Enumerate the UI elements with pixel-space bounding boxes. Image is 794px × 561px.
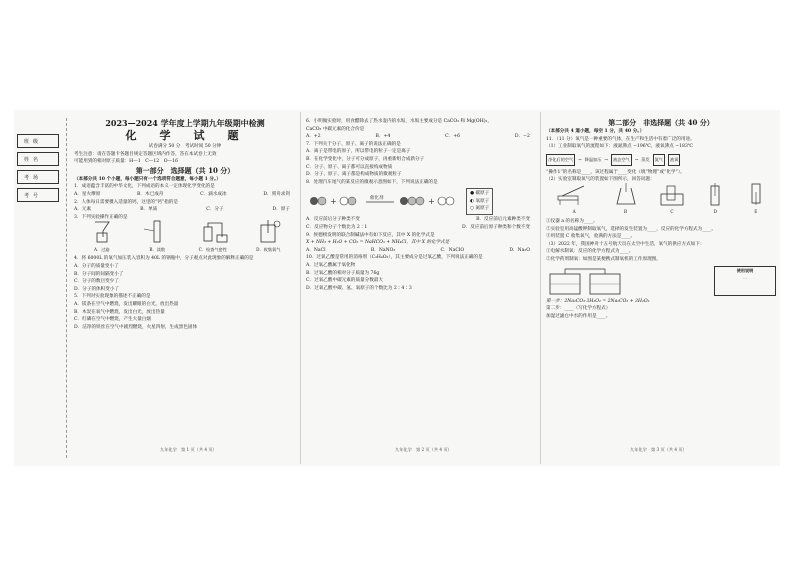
question: 3．下列实验操作正确的是 (74, 214, 128, 220)
option: C．分子 (206, 207, 224, 213)
option: B．NaNO₃ (370, 247, 396, 253)
option: A．NaCl (306, 247, 326, 253)
oxygen-maker-figure (546, 264, 776, 298)
name-box: 姓名 (17, 152, 59, 166)
part-heading: 第二部分 非选择题（共 40 分） (608, 118, 714, 127)
question: 4．将 6000L 的氧气加压装入容积为 40L 的钢瓶中，分子观点对此现象的解释正确的是 (74, 256, 254, 262)
option: D．洁净的铁丝在空气中剧烈燃烧，火星四射，生成黑色固体 (74, 324, 198, 330)
option: D．−2 (514, 134, 530, 140)
page-2 (306, 118, 536, 292)
flow-arrow: → (604, 156, 608, 162)
option: D．刻舟求剑 (263, 191, 290, 197)
page-footer: 九年化学 第 3 页（共 4 页） (630, 447, 687, 452)
equation: 第一步：2Na₂CO₃·3H₂O₂ = 2Na₂CO₃ + 3H₂O₂ (546, 298, 650, 304)
option: A．星火燎原 (74, 191, 101, 197)
option: A．元素 (74, 207, 92, 213)
molecule-equation (306, 188, 456, 214)
option: C．分子的数目变少了 (74, 279, 119, 285)
question: 8．处理汽车尾气的某反应的微观示意图如下，下列说法正确的是 (306, 179, 438, 185)
class-box: 班级 (17, 134, 59, 148)
question: （2）实验室制取氧气的装置如下图所示，回答问题： (546, 177, 655, 183)
option: D．分子、原子、离子都是构成物质的微观粒子 (306, 172, 402, 178)
apparatus: E (746, 182, 766, 216)
question: 7．下列关于分子、原子、离子的说法正确的是 (306, 141, 401, 147)
option: C．红磷在空气中燃烧，产生大量白烟 (74, 317, 152, 323)
part-heading: 第一部分 选择题（共 10 分） (135, 165, 235, 175)
collect-oxygen-figure: D．收集氧气 (253, 219, 283, 253)
part-note: （本部分共 4 道小题，每空 1 分，共 40 分。） (546, 129, 645, 134)
exam-number-box: 考号 (17, 188, 59, 202)
options (74, 206, 296, 214)
oxygen-maker-diagram (546, 266, 636, 296)
filter-figure: A．过滤 (87, 219, 117, 253)
question: ②实验室用高锰酸钾制取氧气，选择的发生装置为____，反应的化学方程式为____。 (546, 226, 716, 232)
flow-box: 净化后的空气 (546, 154, 575, 166)
flow-box: 氮气 (653, 154, 665, 166)
option: B．过氧乙酸的相对分子质量为 76g (306, 270, 380, 276)
flow-arrow: → (634, 156, 639, 162)
option: A．离子是带电的原子，所以带电的粒子一定是离子 (306, 149, 411, 155)
question: ③用装置 C 收集氧气，验满的方法是____。 (546, 234, 636, 240)
flow-arrow: → (578, 156, 582, 162)
option: C．+6 (445, 134, 461, 140)
equation: X + NH₃ + H₂O + CO₂ = NaHCO₃ + NH₄Cl，其中 X 的化学式是 (306, 240, 450, 246)
question: 5．下列对实验现象的描述不正确的是 (74, 294, 151, 300)
page-1 (74, 118, 296, 331)
apparatus: A (556, 182, 592, 216)
option: B．木炭在氧气中燃烧，发出白光，放出热量 (74, 309, 165, 315)
flow-step: 蒸发 (641, 156, 650, 162)
apparatus: B (613, 182, 639, 216)
binding-line (66, 118, 67, 458)
options (306, 133, 536, 141)
question: “操作1”的名称是____，该过程属于____变化（填“物理”或“化学”）。 (546, 169, 685, 175)
exam-room-box: 考场 (17, 170, 59, 184)
question: （1）工业制取氧气的流程如下：液氮沸点 −196℃，液氧沸点 −183℃ (546, 144, 694, 150)
legend-item: ● 碳原子 (470, 190, 490, 196)
page-footer: 九年化学 第 2 页（共 4 页） (395, 447, 452, 452)
legend-box (466, 188, 493, 215)
option: B．反应前后元素种类不变 (476, 217, 530, 223)
page-footer: 九年化学 第 1 页（共 4 页） (160, 447, 217, 452)
flow-step: 降温加压 (584, 156, 602, 162)
options (306, 216, 536, 224)
subject-title: 化 学 试 题 (125, 129, 245, 142)
process-flow (546, 151, 776, 169)
option: D．过氧乙酸中碳、氢、氧原子的个数比为 2∶4∶3 (306, 285, 412, 291)
option: C．滴水成冰 (200, 191, 227, 197)
question: ②化学药剂制氧：如图是某便携式制氧机的工作原理图。 (546, 256, 661, 262)
page-divider (540, 112, 541, 464)
question: CaCO₃ 中碳元素的化合价是 (306, 126, 365, 132)
question: （3）2022 年，我国神舟十五号航天员在太空中生活，氧气的供应方式如下： (546, 241, 705, 247)
options (74, 191, 296, 199)
option: A．+2 (306, 134, 321, 140)
option: C．过氧乙酸中碳元素的质量分数最大 (306, 278, 384, 284)
apparatus-figure (546, 186, 776, 216)
option: C．NaClO (440, 247, 465, 253)
question: ①仪器 a 的名称为____。 (546, 218, 598, 224)
option: D．分子的体积变小了 (74, 286, 120, 292)
svg-text:+: + (428, 197, 435, 207)
panel-text: … (742, 275, 748, 281)
option: C．分子、原子、离子都可以直接构成物质 (306, 164, 393, 170)
question: 6．小明做实验时，用食醋除去了热水壶内的水垢，水垢主要成分是 CaCO₃ 和 Mg(OH)₂， (306, 119, 492, 124)
option: A．过氧乙酸属于氧化物 (306, 262, 356, 268)
exam-title: 2023—2024 学年度上学期九年级期中检测 (105, 118, 265, 128)
option: D．反应前后原子种类和个数不变 (462, 224, 530, 230)
options (306, 247, 536, 255)
read-cylinder-figure: B．读数 (142, 219, 172, 253)
option: B．+4 (375, 134, 391, 140)
question: 11．（11 分）氧气是一种重要的气体，在生产和生活中有着广泛的用途。 (546, 136, 695, 142)
flow-box: 液氧 (668, 154, 680, 166)
reaction-diagram (306, 186, 536, 216)
option: B．木已成舟 (137, 191, 164, 197)
instructions-panel (714, 266, 776, 296)
options (306, 224, 536, 232)
option: A．分子的质量变小了 (74, 263, 119, 269)
question: 10．过氧乙酸是常用的消毒剂（C₂H₄O₃），其主要成分是过氧乙酸，下列说法正确的是 (306, 255, 483, 261)
option: D．Na₂O (509, 247, 530, 253)
notice: 考生注意：请在答题卡各题目规定答题区域内作答，答在本试卷上无效 (74, 151, 217, 157)
svg-text:+: + (330, 197, 337, 207)
catalyst-label: 催化剂 (370, 196, 384, 202)
option: D．原子 (272, 207, 290, 213)
legend-item: ○ 氮原子 (470, 206, 490, 212)
question: 加湿过滤仓中水的作用是____。 (546, 313, 611, 319)
panel-title: 使用说明 (736, 267, 754, 273)
page-divider (300, 112, 301, 464)
option: B．分子间的间隔变小了 (74, 271, 124, 277)
question: 第二步：____（写化学方程式） (546, 306, 611, 312)
airtight-check-figure: C．检查气密性 (198, 219, 228, 253)
option: A．反应前后分子种类不变 (306, 217, 360, 223)
question: 9．侯德榜发明的联合制碱法中有如下反应，其中 X 的化学式是 (306, 232, 435, 238)
flow-box: 液态空气 (611, 154, 632, 166)
part-note: （本部分共 10 个小题，每小题只有一个选项符合题意，每小题 1 分。） (74, 176, 221, 182)
exam-meta: 试卷满分 50 分 考试时间 50 分钟 (148, 144, 222, 149)
question: 2．人体每日需要摄入适量的钙，这里的“钙”指的是 (74, 199, 179, 205)
notice: 可能用到的相对原子质量：H—1 C—12 O—16 (74, 159, 178, 165)
lab-figure (74, 223, 296, 253)
apparatus: D (705, 182, 725, 216)
question: ①电解水制氧：反应的化学方程式为____。 (546, 249, 634, 255)
legend-item: ◐ 氧原子 (470, 198, 490, 204)
option: B．在化学变化中，分子可分成原子，再重新组合成新分子 (306, 156, 425, 162)
apparatus: C (659, 182, 685, 216)
page-3 (546, 118, 776, 320)
option: C．反应物分子个数比为 2∶1 (306, 224, 368, 230)
question: 1．成语蕴含丰富的中华文化，下列成语的本义一定体现化学变化的是 (74, 184, 215, 190)
option: A．镁条在空气中燃烧，发出耀眼的白光，放出热量 (74, 301, 179, 307)
option: B．单质 (140, 207, 158, 213)
